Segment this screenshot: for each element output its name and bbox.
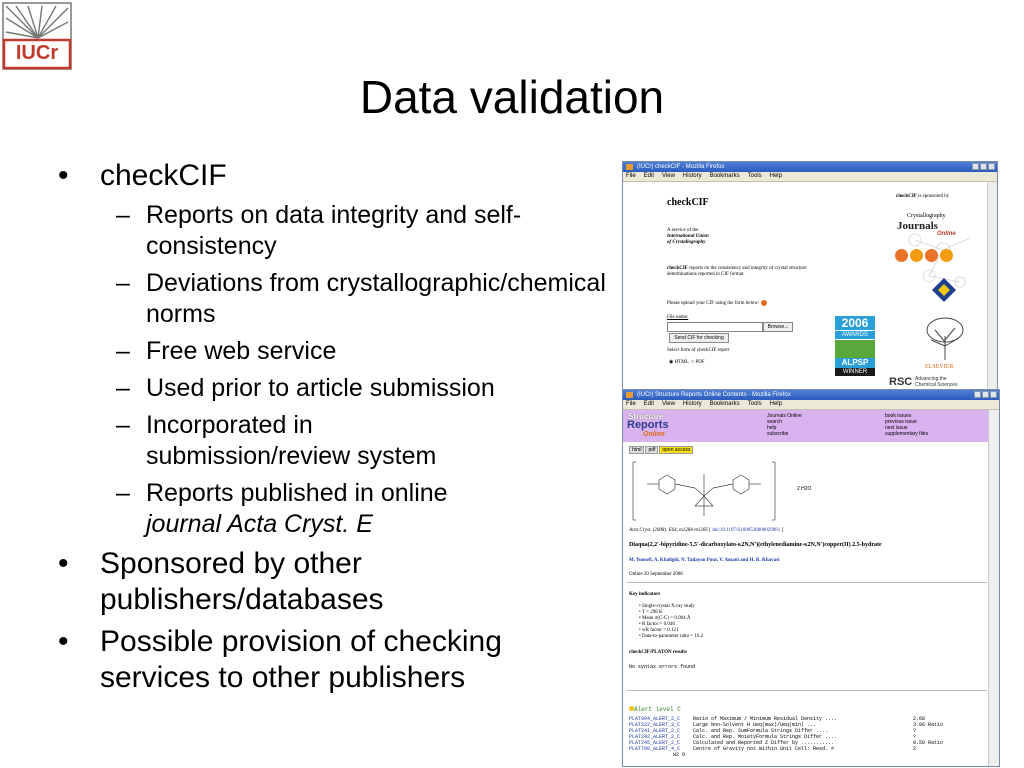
- award-year: 2006: [835, 316, 875, 330]
- compound-name: Diaqua(2,2'-bipyridine-5,5'-dicarboxylato-κ2N,N')(ethylenediamine-κ2N,N')copper(II) 2.5-hydrate: [629, 542, 882, 548]
- list-item-text: Single-crystal X-ray study: [642, 604, 695, 609]
- alert-tail: H2 O: [673, 752, 686, 758]
- alert-text: Calc. and Rep. MoietyFormula Strings Differ ....: [693, 734, 838, 740]
- radio-html[interactable]: ◉: [669, 360, 674, 365]
- sub-bullet-item: – Incorporated in submission/review system: [116, 411, 437, 470]
- alert-level-label: [629, 706, 681, 713]
- format-tabs: [629, 446, 693, 454]
- logo-text: IUCr: [15, 42, 59, 64]
- alert-code[interactable]: PLAT245_ALERT_2_C: [629, 740, 681, 746]
- site-header: [623, 410, 990, 442]
- nav-link[interactable]: book issues: [885, 413, 912, 419]
- bullet-item: • checkCIF: [58, 159, 227, 192]
- bullet-text: checkCIF: [100, 159, 227, 192]
- menu-item: Tools: [747, 401, 762, 407]
- menu-item: History: [682, 173, 702, 179]
- cj-line1: Crystallography: [907, 213, 946, 219]
- nav-link[interactable]: help: [767, 425, 777, 431]
- minimize-icon: [974, 391, 981, 398]
- upload-text: [667, 300, 767, 307]
- award-winner: WINNER: [835, 368, 875, 376]
- window-controls: [972, 163, 995, 170]
- alert-level-text: Alert level C: [634, 706, 681, 713]
- maximize-icon: [980, 163, 987, 170]
- online-date: Online 20 September 2008: [629, 572, 683, 577]
- alert-text: Ratio of Maximum / Minimum Residual Density ....: [693, 716, 838, 722]
- alpsp-award-badge: [835, 316, 875, 388]
- window-title: (IUCr) checkCIF - Mozilla Firefox: [637, 164, 725, 170]
- bullet-list: [58, 158, 618, 702]
- firefox-icon: [626, 392, 633, 398]
- list-item: • Data-to-parameter ratio = 16.2: [639, 634, 704, 639]
- sub-bullet-italic: journal Acta Cryst. E: [146, 510, 373, 538]
- list-item: • wR factor = 0.121: [639, 628, 679, 633]
- alert-text: Large Non-Solvent H Ueq(max)/Ueq(min) ...: [693, 722, 817, 728]
- close-icon: [990, 391, 997, 398]
- divider: [627, 582, 987, 583]
- slide-title: Data validation: [359, 71, 665, 123]
- alert-code[interactable]: PLAT241_ALERT_2_C: [629, 728, 681, 734]
- structure-reports-page: [623, 410, 990, 766]
- tab-open-access[interactable]: open access: [659, 446, 693, 454]
- sub-bullet-text: Reports on data integrity and self-consistency: [146, 201, 522, 260]
- sponsored-label: checkCIF is sponsored by: [896, 194, 950, 199]
- nav-link[interactable]: supplementary files: [885, 431, 929, 437]
- alert-text: Calc. and Rep. SumFormula Strings Differ ....: [693, 728, 829, 734]
- sponsor-dot-icon: [940, 249, 953, 262]
- menu-item: File: [626, 173, 636, 179]
- authors[interactable]: M. Yousefi, A. Khalighi, N. Tadayon Pour, V. Amani and H. R. Khavasi: [629, 558, 780, 563]
- nav-link[interactable]: next issue: [885, 425, 908, 431]
- key-indicators-list: [639, 604, 703, 640]
- list-item-text: T = 298 K: [641, 610, 663, 615]
- sub-bullet-item: – Free web service: [116, 337, 337, 365]
- sub-bullet-item: – Reports published in online journal Acta Cryst. E: [116, 479, 448, 538]
- alert-text: Centre of Gravity not Within Unit Cell: Resd. #: [693, 746, 835, 752]
- doi-link[interactable]: doi:10.1107/S1600536808029961: [712, 528, 781, 533]
- sponsor-dot-icon: [910, 249, 923, 262]
- menu-item: Help: [769, 401, 782, 407]
- sub-bullet-text: Reports published in online: [146, 479, 448, 507]
- sub-bullet-text: Used prior to article submission: [146, 374, 495, 402]
- menu-item: Help: [769, 173, 782, 179]
- window-title: (IUCr) Structure Reports Online Contents - Mozilla Firefox: [637, 392, 791, 398]
- menu-item: Tools: [747, 173, 762, 179]
- list-item: • Single-crystal X-ray study: [639, 604, 695, 609]
- structure-reports-window-screenshot: [622, 389, 1000, 767]
- select-form-label: Select form of checkCIF report: [667, 348, 730, 353]
- list-item-text: Data-to-parameter ratio = 16.2: [642, 634, 704, 639]
- alert-code[interactable]: PLAT094_ALERT_2_C: [629, 716, 681, 722]
- list-item-text: R factor = 0.046: [642, 622, 675, 627]
- alert-text: Calculated and Reported Z Differ by ...........: [693, 740, 835, 746]
- upload-label: Please upload your CIF using the form below:: [667, 301, 760, 307]
- sub-bullet-item: – Used prior to article submission: [116, 374, 495, 402]
- close-icon: [988, 163, 995, 170]
- menu-item: Bookmarks: [709, 173, 740, 179]
- menu-item: File: [626, 401, 636, 407]
- bullet-text: Sponsored by other publishers/databases: [100, 547, 384, 616]
- alert-value: ?: [913, 728, 917, 734]
- rsc-logo: RSC: [889, 376, 913, 388]
- key-indicators-title: Key indicators: [629, 592, 661, 597]
- elsevier-tree-icon: [923, 316, 967, 362]
- sponsor-dot-icon: [925, 249, 938, 262]
- sponsor-dots: [895, 249, 953, 262]
- service-line: International Union: [667, 234, 709, 239]
- list-item: • T = 298 K: [639, 610, 663, 615]
- window-titlebar: [623, 390, 999, 400]
- divider: [627, 690, 987, 691]
- award-word: AWARDS: [835, 331, 875, 339]
- sub-bullet-text: Incorporated in submission/review system: [146, 411, 437, 470]
- upload-icon: [761, 300, 767, 306]
- radio-pdf-label: PDF: [695, 360, 705, 365]
- cj-line2: Journals: [897, 220, 938, 232]
- menu-bar: [623, 172, 997, 182]
- checkcif-page: [623, 182, 997, 390]
- maximize-icon: [982, 391, 989, 398]
- citation: Acta Cryst. (2008). E64, m1284-m1285 [ doi:10.1107/S1600536808029961 ]: [629, 528, 784, 533]
- bullet-item: • Possible provision of checking services to other publishers: [58, 625, 502, 694]
- elsevier-label: ELSEVIER: [925, 364, 954, 370]
- desc-text: reports on the consistency and integrity of crystal structure determinations reported in CIF format.: [667, 266, 807, 277]
- menu-item: Edit: [643, 401, 655, 407]
- browse-button[interactable]: Browse...: [763, 322, 793, 332]
- vertical-scrollbar[interactable]: [988, 410, 999, 766]
- firefox-icon: [626, 164, 633, 170]
- window-titlebar: [623, 162, 997, 172]
- site-logo-line3: Online: [643, 431, 665, 438]
- desc-bold: checkCIF: [667, 266, 688, 271]
- cj-line3: Online: [937, 231, 956, 237]
- award-alpsp: ALPSP: [835, 358, 875, 368]
- no-syntax-errors: No syntax errors found: [629, 664, 696, 670]
- sub-bullet-text: Free web service: [146, 337, 337, 365]
- nav-col-2: [885, 413, 928, 437]
- checkcif-window-screenshot: [622, 161, 998, 391]
- list-item: • Mean σ(C-C) = 0.004 Å: [639, 616, 691, 621]
- checkcif-description: [667, 266, 817, 278]
- alert-list: [629, 716, 989, 758]
- alert-value: 2.68: [913, 716, 926, 722]
- nav-link[interactable]: subscribe: [767, 431, 789, 437]
- file-name-label: File name:: [667, 315, 689, 320]
- list-item: • R factor = 0.046: [639, 622, 675, 627]
- list-item-text: Mean σ(C-C) = 0.004 Å: [642, 616, 691, 621]
- radio-html-label: HTML: [674, 360, 689, 365]
- menu-bar: [623, 400, 999, 410]
- alert-value: 2: [913, 746, 917, 752]
- nav-link[interactable]: Journals Online: [767, 413, 802, 419]
- file-input[interactable]: [667, 322, 763, 332]
- alert-code[interactable]: PLAT222_ALERT_3_C: [629, 722, 681, 728]
- hydrate-note: 2 H2O: [797, 486, 812, 492]
- service-text: [667, 228, 709, 246]
- checkcif-heading: checkCIF: [667, 197, 709, 208]
- minimize-icon: [972, 163, 979, 170]
- alert-value: 3.06 Ratio: [913, 722, 944, 728]
- site-logo-line2: Reports: [627, 419, 669, 431]
- ccdc-logo-icon: [931, 277, 957, 303]
- sub-bullet-item: – Deviations from crystallographic/chemical norms: [116, 269, 606, 328]
- iucr-logo: [2, 2, 72, 70]
- tab-pdf[interactable]: pdf: [645, 446, 658, 454]
- platon-results-title: checkCIF/PLATON results: [629, 650, 687, 655]
- alert-code[interactable]: PLAT790_ALERT_4_C: [629, 746, 681, 752]
- menu-item: View: [662, 401, 675, 407]
- alert-value: ?: [913, 734, 917, 740]
- report-format-options: [669, 360, 705, 366]
- alert-code[interactable]: PLAT242_ALERT_2_C: [629, 734, 681, 740]
- alert-value: 0.50 Ratio: [913, 740, 944, 746]
- menu-item: History: [682, 401, 702, 407]
- chemical-structure-diagram: [629, 458, 779, 524]
- menu-item: View: [662, 173, 675, 179]
- menu-item: Bookmarks: [709, 401, 740, 407]
- citation-text: Acta Cryst. (2008). E64, m1284-m1285: [629, 528, 709, 533]
- rsc-subtitle: Advancing the Chemical Sciences: [915, 376, 958, 388]
- nav-col-1: [767, 413, 802, 437]
- service-line: of Crystallography: [667, 240, 706, 245]
- nav-link[interactable]: search: [767, 419, 783, 425]
- sub-bullet-item: – Reports on data integrity and self-consistency: [116, 201, 522, 260]
- menu-item: Edit: [643, 173, 655, 179]
- service-line: A service of the: [667, 228, 699, 233]
- sponsor-dot-icon: [895, 249, 908, 262]
- nav-link[interactable]: previous issue: [885, 419, 917, 425]
- sub-bullet-text: Deviations from crystallographic/chemical norms: [146, 269, 606, 328]
- radio-pdf[interactable]: ○: [691, 360, 695, 365]
- window-controls: [974, 391, 997, 398]
- bullet-item: • Sponsored by other publishers/databases: [58, 547, 384, 616]
- vertical-scrollbar[interactable]: [987, 182, 997, 390]
- tab-html[interactable]: html: [629, 446, 644, 454]
- site-logo-line1: Structure: [628, 412, 664, 421]
- bullet-text: Possible provision of checking services to other publishers: [100, 625, 502, 694]
- send-cif-button[interactable]: Send CIF for checking: [669, 333, 729, 343]
- list-item-text: wR factor = 0.121: [642, 628, 679, 633]
